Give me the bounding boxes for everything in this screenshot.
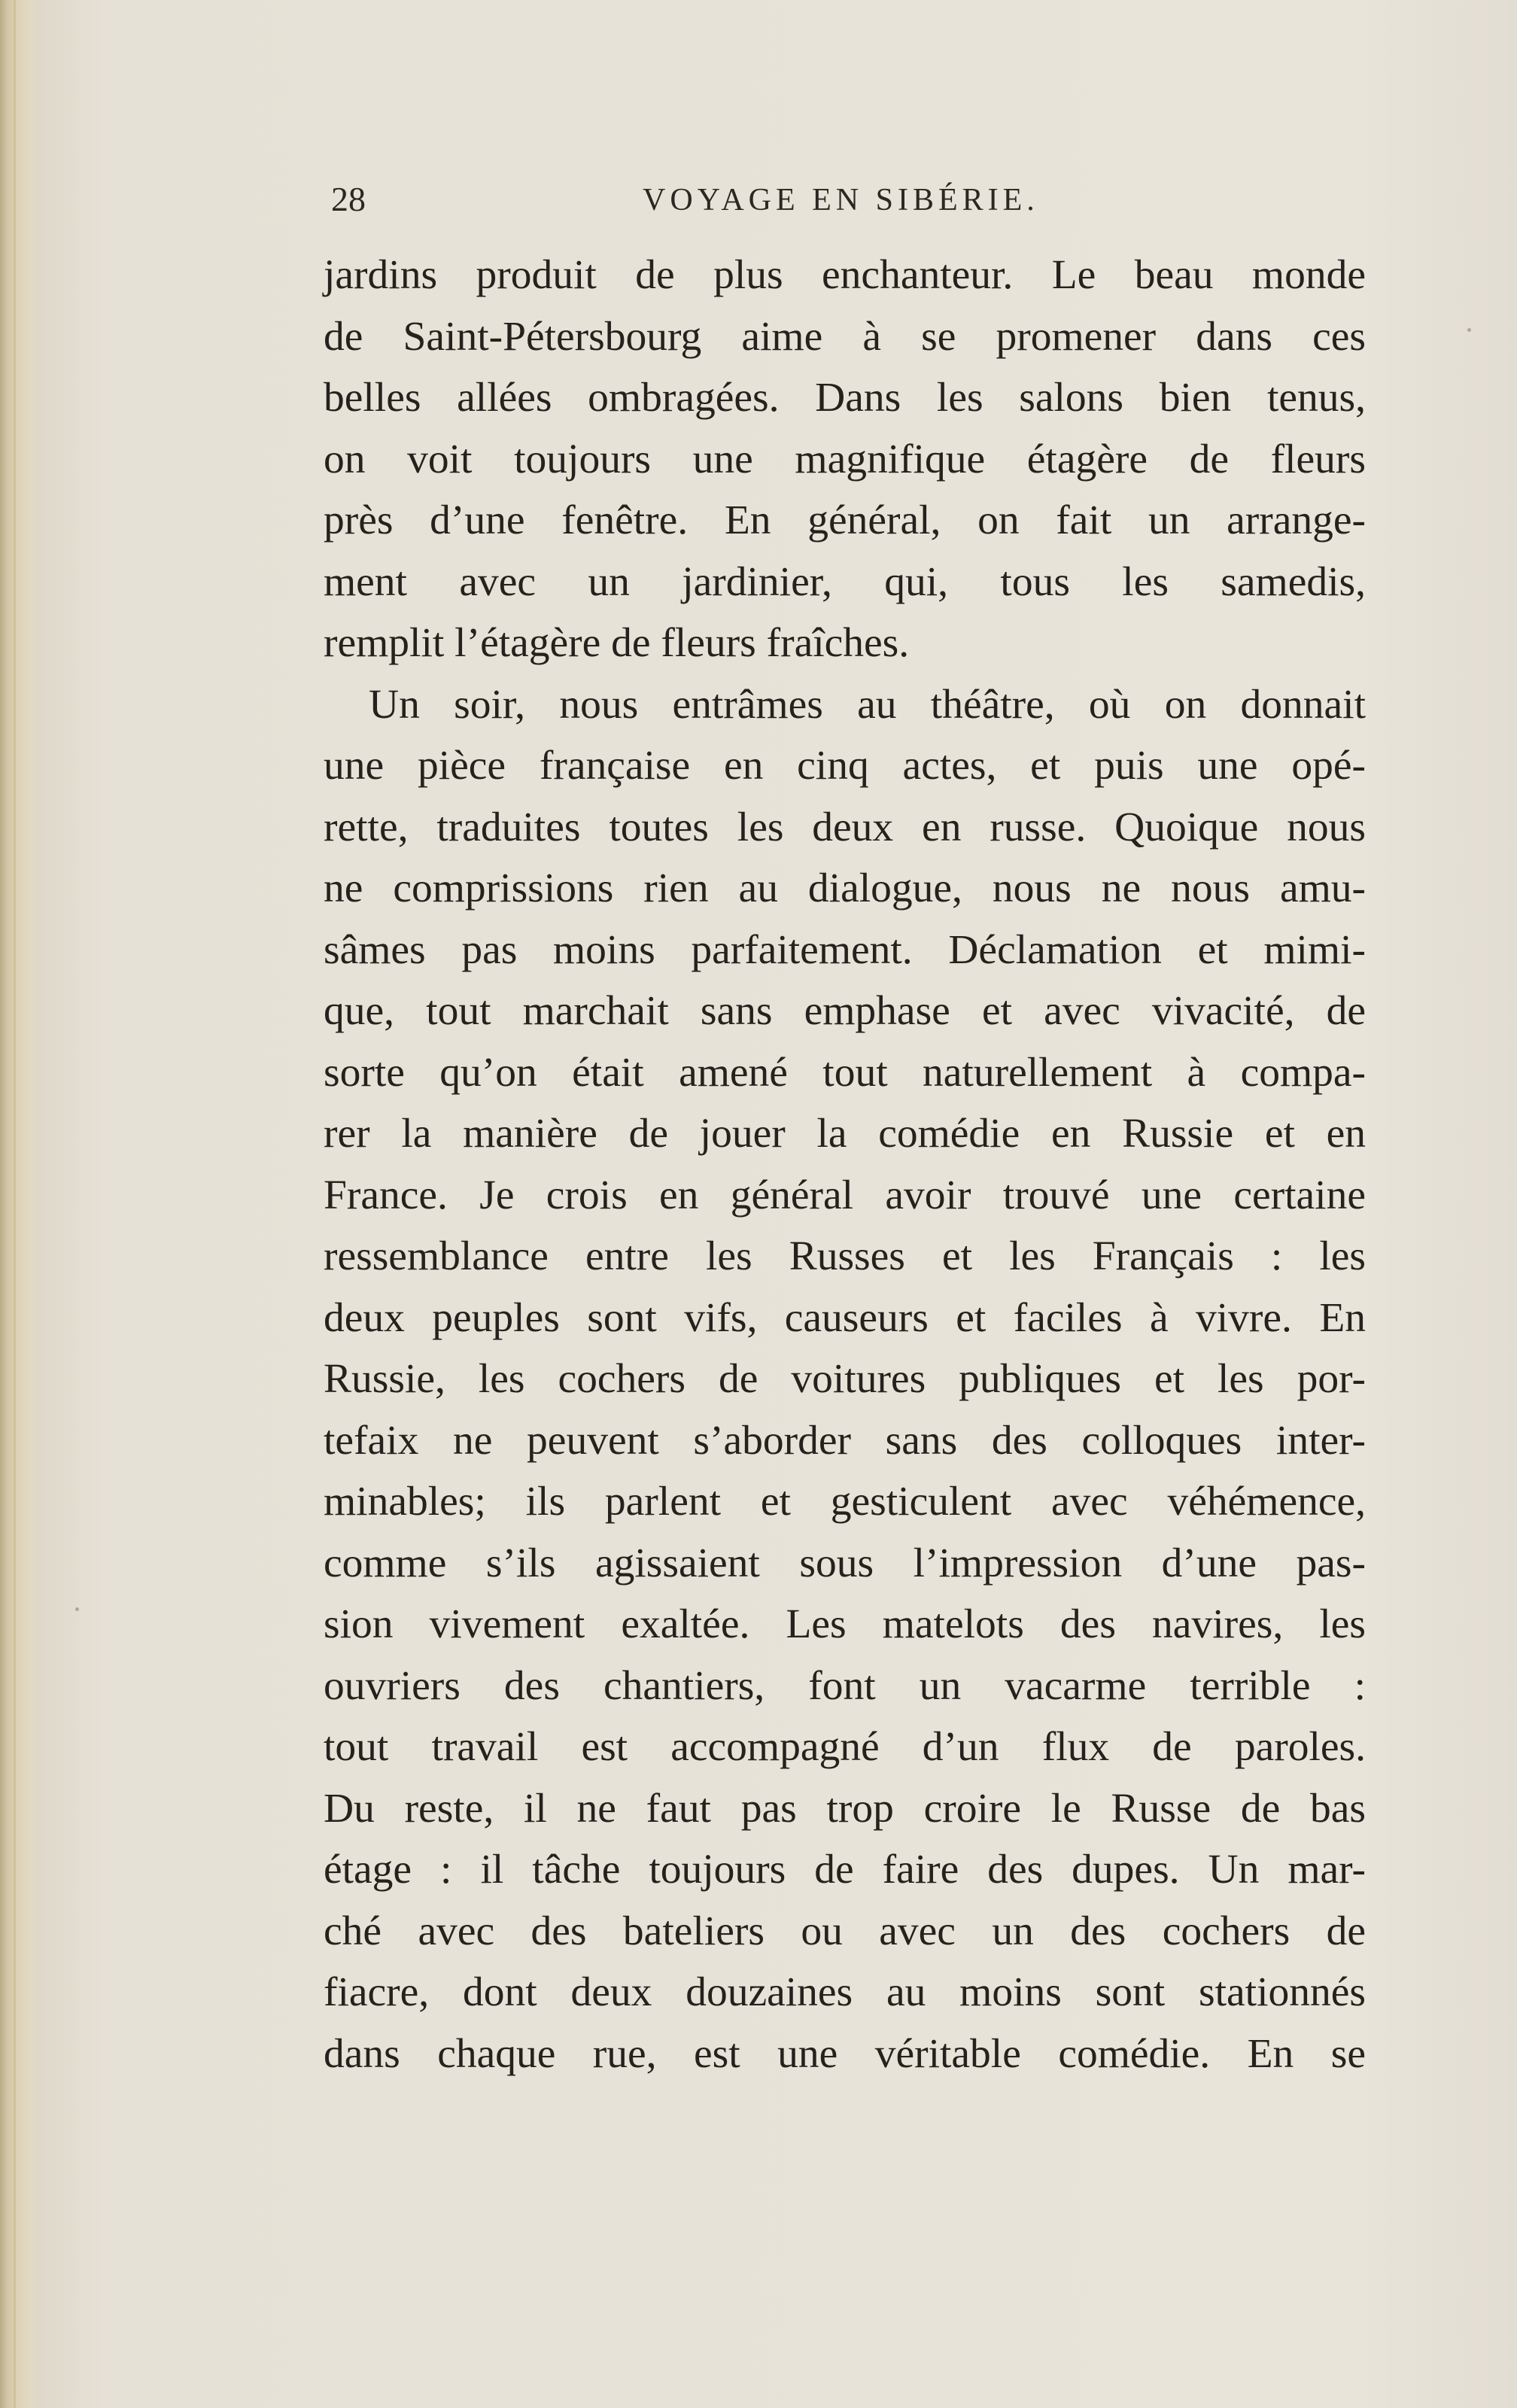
text-line: ché avec des bateliers ou avec un des cochers de: [324, 1908, 1366, 1954]
text-line: tout travail est accompagné d’un flux de paroles.: [324, 1724, 1366, 1770]
paper-speck: [1467, 328, 1471, 332]
text-line: ment avec un jardinier, qui, tous les samedis,: [324, 558, 1366, 605]
text-line: de Saint-Pétersbourg aime à se promener dans ces: [324, 313, 1366, 360]
paper-speck: [75, 1607, 79, 1611]
text-line: jardins produit de plus enchanteur. Le beau monde: [324, 252, 1366, 298]
text-line: rer la manière de jouer la comédie en Russie et en: [324, 1111, 1366, 1157]
text-line: sâmes pas moins parfaitement. Déclamation et mimi-: [324, 926, 1366, 973]
text-line: on voit toujours une magnifique étagère de fleurs: [324, 436, 1366, 482]
running-head: [331, 173, 1370, 226]
text-line: ouvriers des chantiers, font un vacarme terrible :: [324, 1662, 1366, 1709]
text-line: tefaix ne peuvent s’aborder sans des colloques inter-: [324, 1417, 1366, 1464]
text-line: deux peuples sont vifs, causeurs et faciles à vivre. En: [324, 1294, 1366, 1341]
text-line: Russie, les cochers de voitures publiques et les por-: [324, 1356, 1366, 1402]
body-text: [324, 245, 1366, 2084]
binding-gutter: [0, 0, 36, 2408]
text-line: étage : il tâche toujours de faire des dupes. Un mar-: [324, 1847, 1366, 1893]
text-line: près d’une fenêtre. En général, on fait un arrange-: [324, 497, 1366, 543]
text-line: dans chaque rue, est une véritable comédie. En se: [324, 2030, 1366, 2077]
text-line: sion vivement exaltée. Les matelots des navires, les: [324, 1601, 1366, 1647]
text-line: que, tout marchait sans emphase et avec vivacité, de: [324, 988, 1366, 1034]
text-line: France. Je crois en général avoir trouvé une certaine: [324, 1172, 1366, 1218]
text-line: sorte qu’on était amené tout naturellement à compa-: [324, 1049, 1366, 1096]
paragraph-start-line: Un soir, nous entrâmes au théâtre, où on donnait: [369, 681, 1366, 728]
text-line: Du reste, il ne faut pas trop croire le Russe de bas: [324, 1785, 1366, 1832]
text-line: ne comprissions rien au dialogue, nous ne nous amu-: [324, 865, 1366, 911]
text-line: fiacre, dont deux douzaines au moins sont stationnés: [324, 1969, 1366, 2015]
text-line: minables; ils parlent et gesticulent avec véhémence,: [324, 1479, 1366, 1525]
text-line: comme s’ils agissaient sous l’impression d’une pas-: [324, 1540, 1366, 1586]
running-title: VOYAGE EN SIBÉRIE.: [643, 183, 1039, 217]
text-line: ressemblance entre les Russes et les Français : les: [324, 1233, 1366, 1279]
text-line: rette, traduites toutes les deux en russe. Quoique nous: [324, 804, 1366, 850]
binding-edge-line: [14, 0, 16, 2408]
text-line: une pièce française en cinq actes, et puis une opé-: [324, 743, 1366, 789]
text-line: belles allées ombragées. Dans les salons bien tenus,: [324, 375, 1366, 421]
page-number: 28: [331, 180, 366, 218]
paragraph-end-line: remplit l’étagère de fleurs fraîches.: [324, 620, 910, 666]
